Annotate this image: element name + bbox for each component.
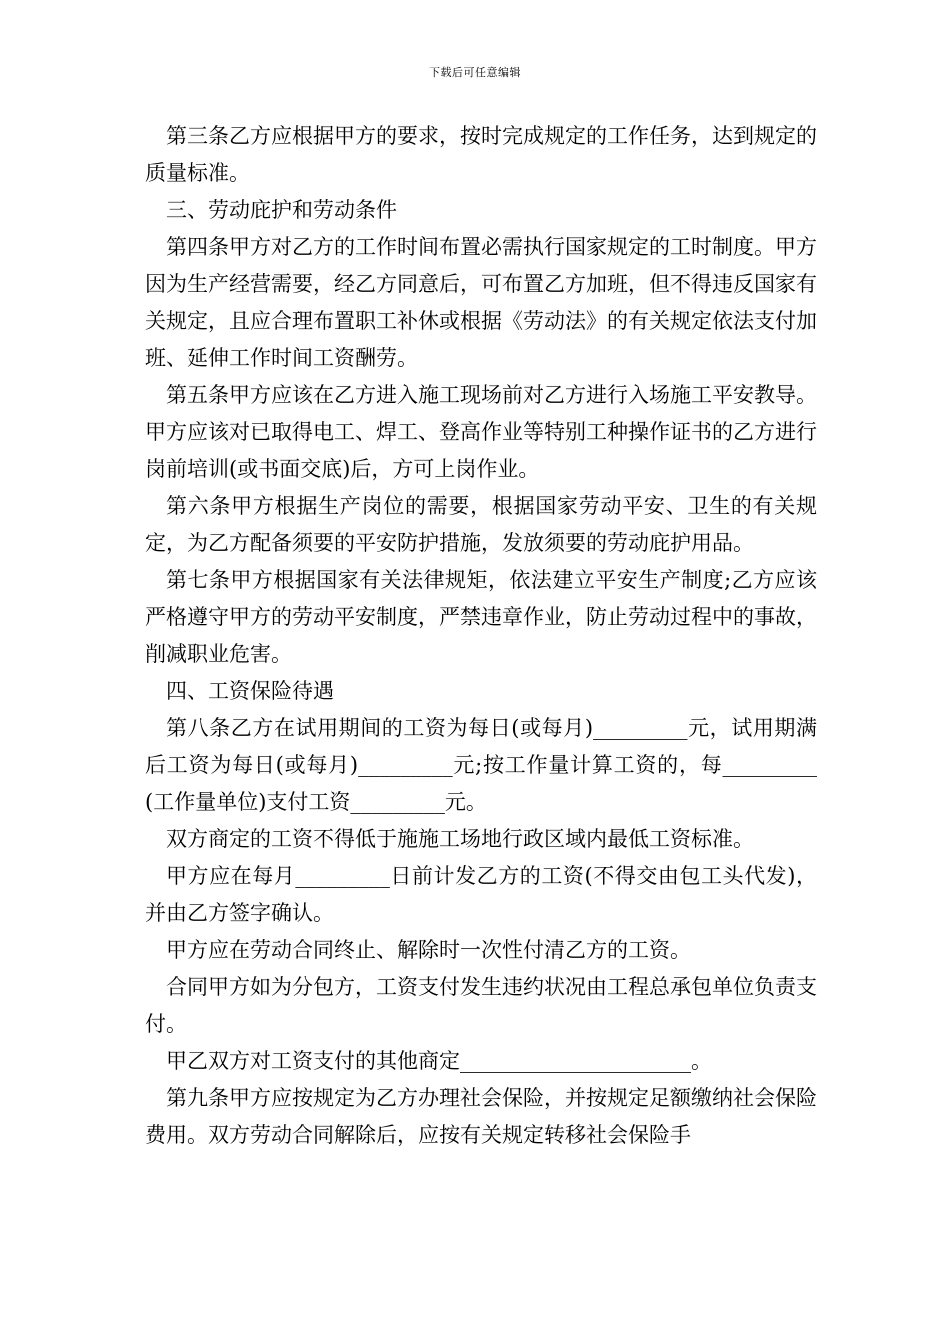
clause-9-paragraph: 第九条甲方应按规定为乙方办理社会保险，并按规定足额缴纳社会保险费用。双方劳动合同解除后，应按有关规定转移社会保险手 <box>145 1086 817 1147</box>
other-agreements-paragraph: 甲乙双方对工资支付的其他商定______________________。 <box>166 1049 712 1073</box>
clause-6-paragraph: 第六条甲方根据生产岗位的需要，根据国家劳动平安、卫生的有关规定，为乙方配备须要的平安防护措施，发放须要的劳动庇护用品。 <box>145 494 817 555</box>
document-body <box>145 118 817 1154</box>
section-heading-wages-insurance: 四、工资保险待遇 <box>166 679 334 703</box>
section-heading-labor-protection: 三、劳动庇护和劳动条件 <box>166 198 397 222</box>
minimum-wage-paragraph: 双方商定的工资不得低于施施工场地行政区域内最低工资标准。 <box>166 827 754 851</box>
clause-5-paragraph: 第五条甲方应该在乙方进入施工现场前对乙方进行入场施工平安教导。甲方应该对已取得电工、焊工、登高作业等特别工种操作证书的乙方进行岗前培训(或书面交底)后，方可上岗作业。 <box>145 383 817 481</box>
page-header-note: 下载后可任意编辑 <box>429 66 521 79</box>
clause-4-paragraph: 第四条甲方对乙方的工作时间布置必需执行国家规定的工时制度。甲方因为生产经营需要，经乙方同意后，可布置乙方加班，但不得违反国家有关规定，且应合理布置职工补休或根据《劳动法》的有关规定依法支付加班、延伸工作时间工资酬劳。 <box>145 235 817 370</box>
clause-7-paragraph: 第七条甲方根据国家有关法律规矩，依法建立平安生产制度;乙方应该严格遵守甲方的劳动平安制度，严禁违章作业，防止劳动过程中的事故，削减职业危害。 <box>145 568 817 666</box>
final-settlement-paragraph: 甲方应在劳动合同终止、解除时一次性付清乙方的工资。 <box>166 938 691 962</box>
clause-8-paragraph: 第八条乙方在试用期间的工资为每日(或每月)_________元，试用期满后工资为每日(或每月)_________元;按工作量计算工资的，每_________(工作量单位)支付工资_________元。 <box>145 716 817 814</box>
subcontractor-paragraph: 合同甲方如为分包方，工资支付发生违约状况由工程总承包单位负责支付。 <box>145 975 817 1036</box>
clause-3-paragraph: 第三条乙方应根据甲方的要求，按时完成规定的工作任务，达到规定的质量标准。 <box>145 124 817 185</box>
monthly-payment-paragraph: 甲方应在每月_________日前计发乙方的工资(不得交由包工头代发)，并由乙方签字确认。 <box>145 864 817 925</box>
